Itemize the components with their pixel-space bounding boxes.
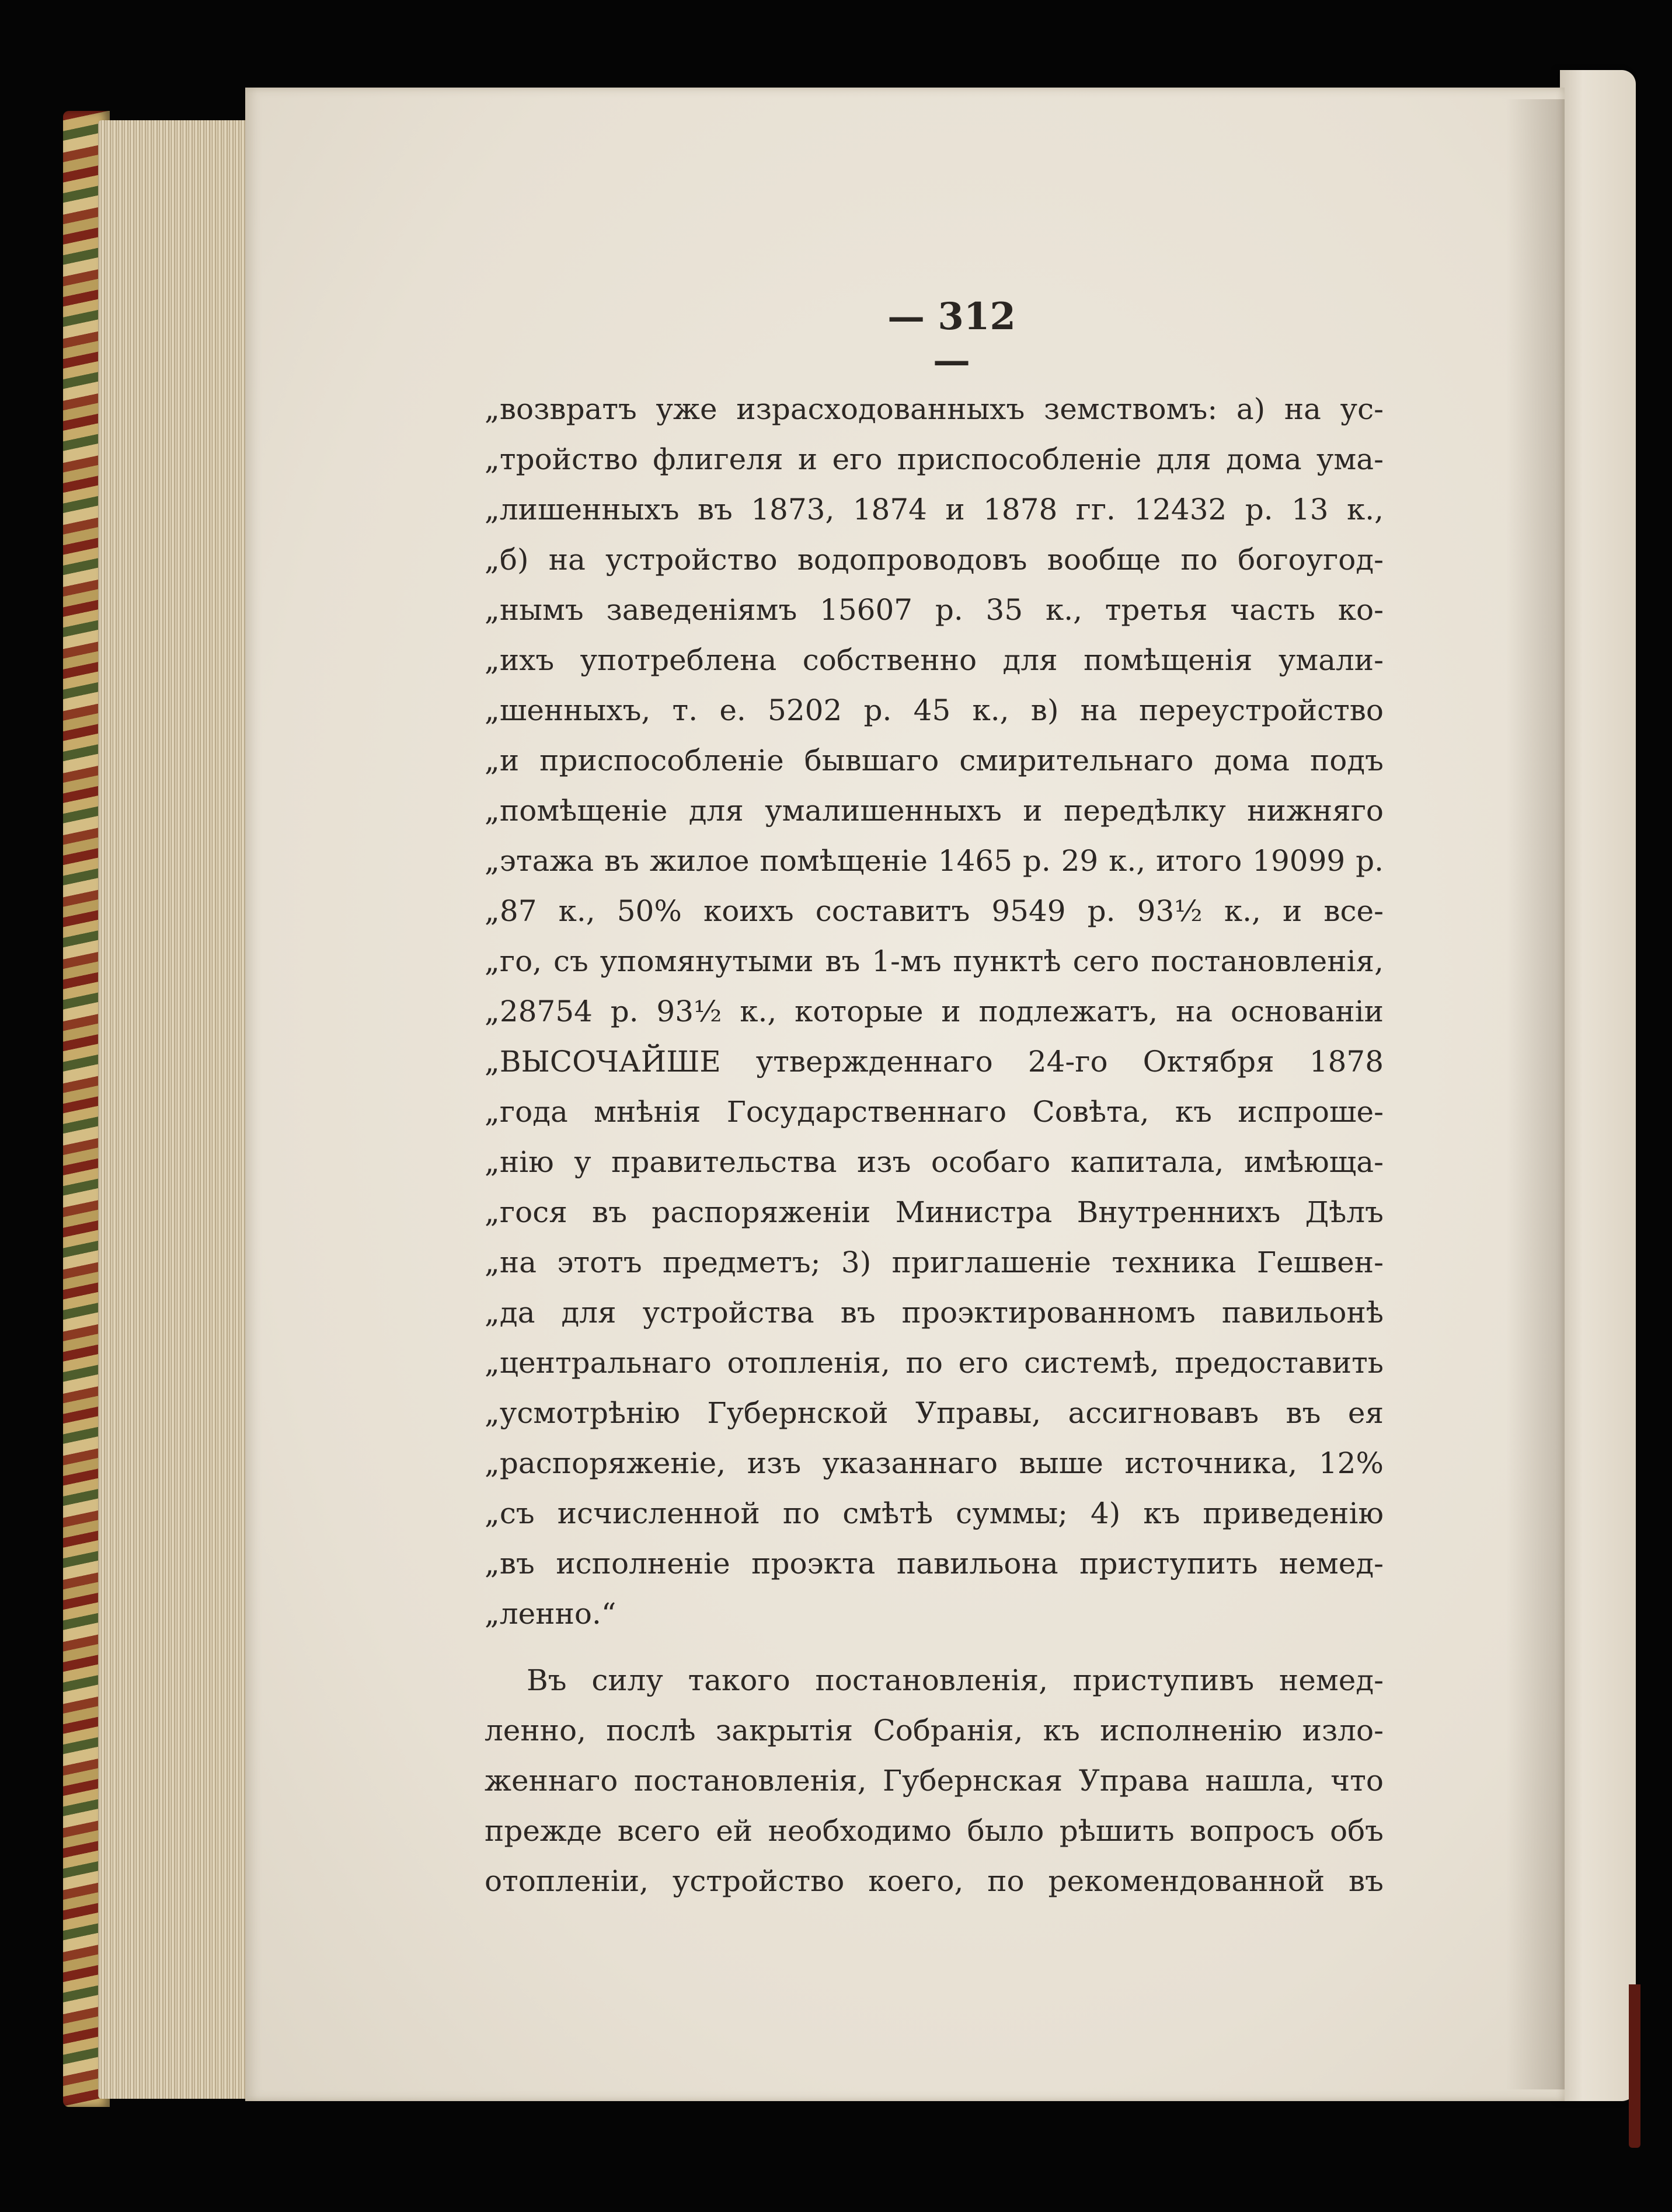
text-line: „на этотъ предметъ; 3) приглашеніе техника Гешвен- xyxy=(485,1245,1384,1279)
text-line: „гося въ распоряженіи Министра Внутреннихъ Дѣлъ xyxy=(485,1195,1384,1229)
text-line: „съ исчисленной по смѣтѣ суммы; 4) къ приведенію xyxy=(485,1496,1384,1530)
text-line: „и приспособленіе бывшаго смирительнаго дома подъ xyxy=(485,744,1384,777)
text-line: „этажа въ жилое помѣщеніе 1465 р. 29 к., итого 19099 р. xyxy=(485,844,1384,878)
page-body-text xyxy=(485,384,1384,1906)
text-line: „87 к., 50% коихъ составитъ 9549 р. 93½ к., и все- xyxy=(485,894,1384,928)
text-line: „въ исполненіе проэкта павильона приступить немед- xyxy=(485,1547,1384,1581)
text-line: „шенныхъ, т. е. 5202 р. 45 к., в) на переустройство xyxy=(485,693,1384,727)
text-line: прежде всего ей необходимо было рѣшить вопросъ объ xyxy=(485,1814,1384,1848)
text-line: „усмотрѣнію Губернской Управы, ассигновавъ въ ея xyxy=(485,1396,1384,1430)
text-line: „распоряженіе, изъ указаннаго выше источника, 12% xyxy=(485,1446,1384,1480)
text-line: „нымъ заведеніямъ 15607 р. 35 к., третья часть ко- xyxy=(485,593,1384,627)
text-line: „помѣщеніе для умалишенныхъ и передѣлку нижняго xyxy=(485,794,1384,828)
text-line: отопленіи, устройство коего, по рекомендованной въ xyxy=(485,1864,1384,1898)
bookmark-ribbon xyxy=(1629,1984,1640,2148)
text-line: Въ силу такого постановленія, приступивъ немед- xyxy=(527,1663,1384,1697)
text-line: „ленно.“ xyxy=(485,1597,616,1631)
text-line: женнаго постановленія, Губернская Управа нашла, что xyxy=(485,1764,1384,1798)
text-line: „нію у правительства изъ особаго капитала, имѣюща- xyxy=(485,1145,1384,1179)
text-line: „тройство флигеля и его приспособленіе для дома ума- xyxy=(485,442,1384,476)
text-line: „28754 р. 93½ к., которые и подлежатъ, на основаніи xyxy=(485,995,1384,1028)
text-line: „лишенныхъ въ 1873, 1874 и 1878 гг. 12432 р. 13 к., xyxy=(485,493,1384,526)
text-line: ленно, послѣ закрытія Собранія, къ исполненію изло- xyxy=(485,1714,1384,1747)
text-line: „б) на устройство водопроводовъ вообще по богоугод- xyxy=(485,543,1384,577)
text-line: „ВЫСОЧАЙШЕ утвержденнаго 24-го Октября 1878 xyxy=(485,1045,1384,1079)
page-gutter-shadow xyxy=(1506,99,1565,2089)
text-line: „возвратъ уже израсходованныхъ земствомъ: а) на ус- xyxy=(485,392,1384,426)
next-page-edge xyxy=(1560,70,1636,2101)
text-line: „года мнѣнія Государственнаго Совѣта, къ испроше- xyxy=(485,1095,1384,1129)
text-line: „го, съ упомянутыми въ 1-мъ пунктѣ сего постановленія, xyxy=(485,944,1384,978)
text-line: „ихъ употреблена собственно для помѣщенія умали- xyxy=(485,643,1384,677)
text-line: „да для устройства въ проэктированномъ павильонѣ xyxy=(485,1296,1384,1330)
page-number: — 312 — xyxy=(887,295,1016,382)
text-line: „центральнаго отопленія, по его системѣ, предоставить xyxy=(485,1346,1384,1380)
book-page-edges xyxy=(98,120,250,2099)
